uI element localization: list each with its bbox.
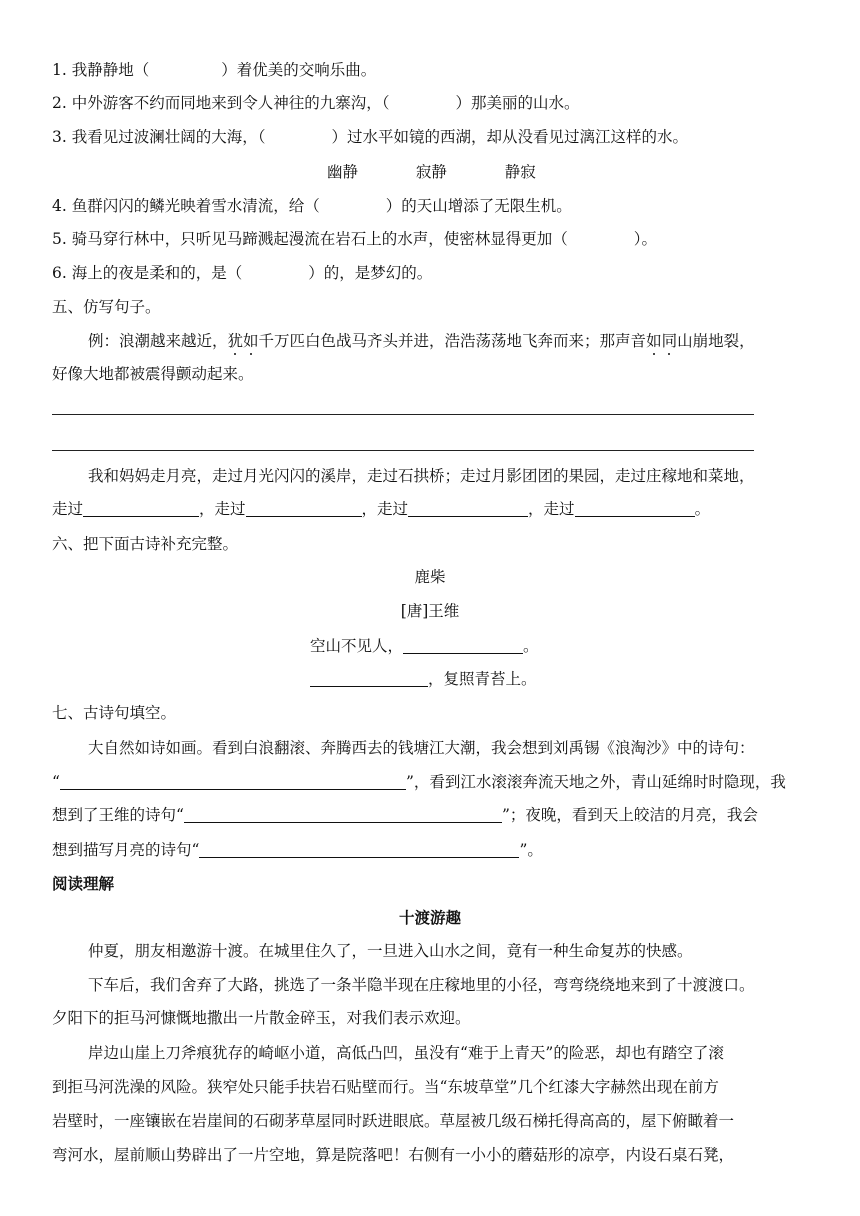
writing-line-1[interactable]: [52, 414, 754, 415]
writing-line-2[interactable]: [52, 450, 754, 451]
article-paragraph-3-line-4: 弯河水，屋前顺山势辟出了一片空地，算是院落吧！右侧有一小小的蘑菇形的凉亭，内设石桌石凳，: [52, 1146, 735, 1164]
article-paragraph-3-line-1: 岸边山崖上刀斧痕犹存的崎岖小道，高低凸凹，虽没有“难于上青天”的险恶，却也有踏空了滚: [88, 1044, 724, 1062]
article-paragraph-2-line-1: 下车后，我们舍弃了大路，挑选了一条半隐半现在庄稼地里的小径，弯弯绕绕地来到了十渡渡口。: [88, 976, 755, 994]
sentence-3-text: 3. 我看见过波澜壮阔的大海，（: [52, 128, 266, 146]
imitation-paragraph: 我和妈妈走月亮，走过月光闪闪的溪岸，走过石拱桥；走过月影团团的果园，走过庄稼地和菜地，: [88, 467, 755, 485]
answer-blank[interactable]: [184, 806, 502, 823]
word-choice: 静寂: [504, 163, 536, 181]
sentence-3: [52, 127, 688, 147]
poem-line-2: [310, 669, 537, 689]
example-text: 山崩地裂，: [677, 332, 755, 350]
poem-text: 。: [523, 637, 539, 655]
sentence-6: [52, 263, 432, 283]
sentence-6-tail: ）的，是梦幻的。: [308, 264, 433, 282]
sentence-5: [52, 229, 657, 249]
sentence-1: [52, 60, 376, 80]
example-text: 千万匹白色战马齐头并进，浩浩荡荡地飞奔而来；那声音: [258, 332, 647, 350]
poem-quiz-line-1: 大自然如诗如画。看到白浪翻滚、奔腾西去的钱塘江大潮，我会想到刘禹锡《浪淘沙》中的诗句：: [88, 739, 755, 757]
dotted-char: 如: [243, 332, 259, 350]
walk-text: ，走过: [361, 500, 409, 518]
poem-quiz-text: ”，看到江水滚滚奔流天地之外，青山延绵时时隐现，我: [405, 773, 786, 791]
dotted-char: 犹: [227, 332, 244, 350]
reading-heading: 阅读理解: [52, 875, 115, 893]
sentence-4: [52, 196, 572, 216]
dotted-char: 同: [661, 332, 678, 350]
poem-quiz-line-3: [52, 805, 758, 825]
section-5-heading: 五、仿写句子。: [52, 298, 161, 316]
walk-text: ，走过: [528, 500, 575, 518]
answer-blank[interactable]: [403, 637, 523, 654]
sentence-4-text: 4. 鱼群闪闪的鳞光映着雪水清流，给（: [52, 197, 320, 215]
imitation-blanks: [52, 499, 710, 519]
walk-text: 走过: [52, 500, 84, 518]
poem-quiz-text: ”。: [519, 841, 543, 859]
answer-blank[interactable]: [83, 500, 199, 517]
poem-text: ，复照青苔上。: [428, 670, 537, 688]
sentence-4-tail: ）的天山增添了无限生机。: [385, 197, 572, 215]
answer-blank[interactable]: [60, 773, 406, 790]
sentence-2: [52, 93, 579, 113]
poem-author: [唐]王维: [400, 602, 460, 620]
sentence-5-text: 5. 骑马穿行林中，只听见马蹄溅起漫流在岩石上的水声，使密林显得更加（: [52, 230, 568, 248]
answer-blank[interactable]: [408, 500, 528, 517]
sentence-2-text: 2. 中外游客不约而同地来到令人神往的九寨沟，（: [52, 94, 390, 112]
section-7-heading: 七、古诗句填空。: [52, 704, 177, 722]
sentence-2-tail: ）那美丽的山水。: [455, 94, 580, 112]
word-choices: [327, 162, 536, 182]
answer-blank[interactable]: [199, 841, 519, 858]
poem-quiz-text: ”；夜晚，看到天上皎洁的月亮，我会: [501, 806, 758, 824]
walk-text: ，走过: [199, 500, 246, 518]
poem-quiz-line-2: [52, 772, 786, 792]
sentence-1-tail: ）着优美的交响乐曲。: [221, 61, 377, 79]
answer-blank[interactable]: [575, 500, 695, 517]
quote-mark: “: [52, 773, 60, 791]
sentence-5-tail: ）。: [633, 230, 657, 248]
poem-quiz-text: 想到了王维的诗句“: [52, 806, 184, 824]
article-paragraph-3-line-3: 岩壁时，一座镶嵌在岩崖间的石砌茅草屋同时跃进眼底。草屋被几级石梯托得高高的，屋下俯瞰着一: [52, 1112, 735, 1130]
poem-quiz-text: 想到描写月亮的诗句“: [52, 841, 200, 859]
article-paragraph-1: 仲夏，朋友相邀游十渡。在城里住久了，一旦进入山水之间，竟有一种生命复苏的快感。: [88, 942, 693, 960]
article-paragraph-3-line-2: 到拒马河洗澡的风险。狭窄处只能手扶岩石贴壁而行。当“东坡草堂”几个红漆大字赫然出现在前方: [52, 1078, 719, 1096]
poem-line-1: [310, 636, 539, 656]
example-text: 例：浪潮越来越近，: [88, 332, 228, 350]
article-title: 十渡游趣: [398, 909, 461, 927]
sentence-1-text: 1. 我静静地（: [52, 61, 150, 79]
word-choice: 幽静: [327, 163, 359, 181]
dotted-char: 如: [646, 332, 662, 350]
example-line-2: 好像大地都被震得颤动起来。: [52, 365, 254, 383]
section-6-heading: 六、把下面古诗补充完整。: [52, 535, 239, 553]
sentence-6-text: 6. 海上的夜是柔和的，是（: [52, 264, 243, 282]
poem-text: 空山不见人，: [310, 637, 404, 655]
answer-blank[interactable]: [310, 670, 428, 687]
poem-quiz-line-4: [52, 840, 543, 860]
walk-text: 。: [694, 500, 711, 518]
answer-blank[interactable]: [246, 500, 362, 517]
sentence-3-tail: ）过水平如镜的西湖，却从没看见过漓江这样的水。: [331, 128, 688, 146]
poem-title: 鹿柴: [414, 568, 446, 586]
word-choice: 寂静: [415, 163, 447, 181]
example-sentence: [88, 331, 755, 351]
article-paragraph-2-line-2: 夕阳下的拒马河慷慨地撒出一片散金碎玉，对我们表示欢迎。: [52, 1009, 471, 1027]
